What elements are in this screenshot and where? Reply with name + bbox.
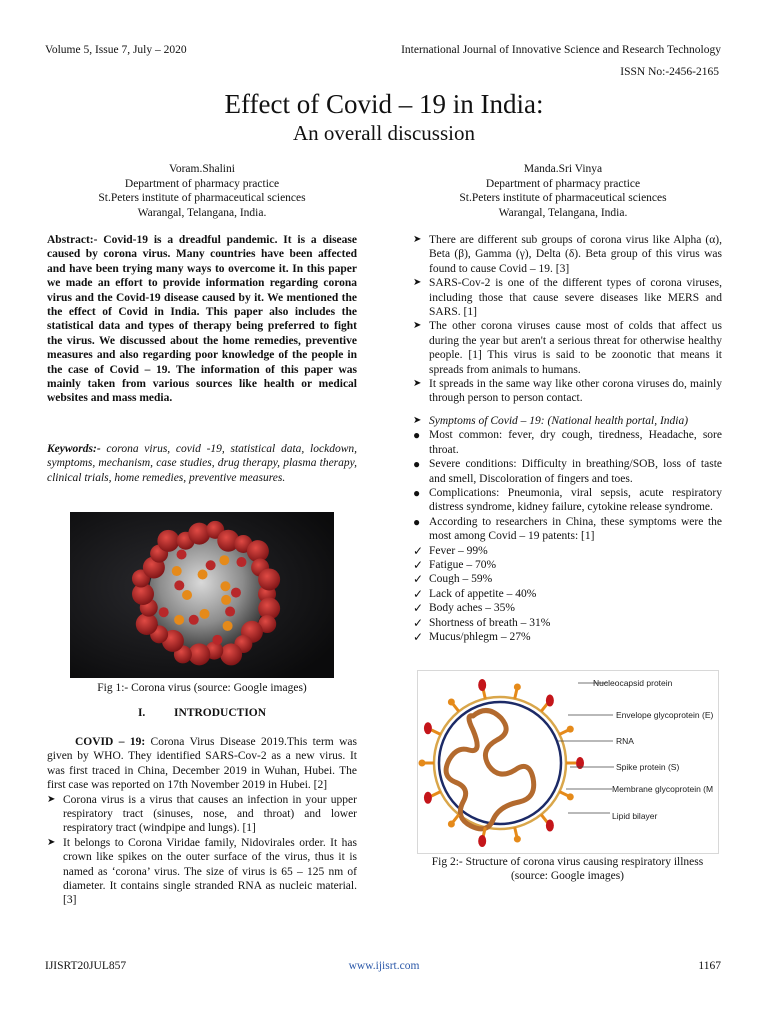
spike-stalk xyxy=(541,815,547,823)
spike-protein xyxy=(220,643,242,665)
spike-protein xyxy=(258,568,280,590)
checkmark-icon: ✓ xyxy=(413,586,424,601)
spike-head xyxy=(424,722,432,734)
right-column-bullets xyxy=(413,233,722,406)
checkmark-icon: ✓ xyxy=(413,601,424,616)
envelope-protein xyxy=(567,793,574,800)
paper-subtitle: An overall discussion xyxy=(293,121,475,145)
list-item: ✓ Lack of appetite – 40% xyxy=(413,586,537,601)
list-item: ✓ Fever – 99% xyxy=(413,543,488,558)
label-membrane: Membrane glycoprotein (M xyxy=(612,784,714,794)
arrow-bullet-icon: ➤ xyxy=(413,234,422,245)
checkmark-icon: ✓ xyxy=(413,572,424,587)
spike-head xyxy=(478,679,486,691)
list-item: ➤ Corona virus is a virus that causes an infection in your upper respiratory tract (sinuses, nose, and throat) and lower respiratory tract (windpipe and lungs). [1] xyxy=(47,793,357,835)
dot-bullet-icon: ● xyxy=(413,428,421,443)
author-block-2 xyxy=(413,162,713,220)
intro-paragraph xyxy=(47,735,357,793)
surface-protein xyxy=(212,635,222,645)
envelope-protein xyxy=(448,820,455,827)
spike-stalk xyxy=(432,730,441,734)
figure-1-corona-virus-image xyxy=(70,512,334,678)
list-item: ✓ Fatigue – 70% xyxy=(413,558,497,573)
surface-protein xyxy=(198,569,208,579)
list-item: ● Most common: fever, dry cough, tiredness, Headache, sore throat. xyxy=(413,428,722,456)
list-item: ➤ SARS-Cov-2 is one of the different types of corona viruses, including those that cause severe diseases like MERS and SARS. [1] xyxy=(413,277,722,319)
surface-protein xyxy=(236,557,246,567)
dot-bullet-icon: ● xyxy=(413,514,421,529)
list-item: ➤ The other corona viruses cause most of colds that affect us during the year but aren't a serious threat for otherwise healthy people. [1] This virus is said to be zoonotic that means it spreads from animals to humans. xyxy=(413,320,722,376)
arrow-bullet-icon: ➤ xyxy=(47,836,56,848)
spike-protein xyxy=(188,523,210,545)
surface-protein xyxy=(189,615,199,625)
surface-protein xyxy=(221,595,231,605)
arrow-bullet-icon: ➤ xyxy=(413,378,422,390)
footer-page-number: 1167 xyxy=(698,960,721,972)
spike-protein xyxy=(157,530,179,552)
surface-protein xyxy=(220,581,230,591)
author-inst: St.Peters institute of pharmaceutical sciences xyxy=(459,192,667,204)
envelope-protein xyxy=(514,836,521,843)
checkmark-icon: ✓ xyxy=(413,558,424,573)
arrow-bullet-icon: ➤ xyxy=(413,320,422,332)
footer-website-link[interactable]: www.ijisrt.com xyxy=(348,960,420,972)
dot-bullet-icon: ● xyxy=(413,486,421,501)
surface-protein xyxy=(182,590,192,600)
label-envelope: Envelope glycoprotein (E) xyxy=(616,710,714,720)
checkmark-icon: ✓ xyxy=(413,543,424,558)
list-item: ✓ Body aches – 35% xyxy=(413,601,515,616)
label-lipid: Lipid bilayer xyxy=(612,811,658,821)
author-dept: Department of pharmacy practice xyxy=(124,177,280,190)
keywords-text: corona virus, covid -19, statistical data, lockdown, symptoms, mechanism, case studies, drug therapy, plasma therapy, clinical trials, home remedies, preventive measures. xyxy=(47,443,357,484)
label-rna: RNA xyxy=(616,736,634,746)
journal-name: International Journal of Innovative Science and Research Technology xyxy=(401,44,721,56)
label-nucleocapsid: Nucleocapsid protein xyxy=(593,678,673,688)
arrow-bullet-icon: ➤ xyxy=(413,277,422,289)
introduction-body xyxy=(47,735,357,908)
author-block-1 xyxy=(52,162,352,220)
envelope-protein xyxy=(514,683,521,690)
issn: ISSN No:-2456-2165 xyxy=(620,66,719,78)
spike-stalk xyxy=(432,792,441,796)
author-inst: St.Peters institute of pharmaceutical sciences xyxy=(98,192,306,204)
list-item: ✓ Shortness of breath – 31% xyxy=(413,615,551,630)
surface-protein xyxy=(172,566,182,576)
surface-protein xyxy=(225,607,235,617)
spike-head xyxy=(546,694,554,706)
author-location: Warangal, Telangana, India. xyxy=(137,206,267,219)
intro-lead-bold: COVID – 19: xyxy=(75,736,146,748)
surface-protein xyxy=(199,609,209,619)
label-spike: Spike protein (S) xyxy=(616,762,680,772)
arrow-bullet-icon: ➤ xyxy=(413,415,422,426)
list-item: ➤ It spreads in the same way like other corona viruses do, mainly through person to person contact. xyxy=(413,378,722,405)
surface-protein xyxy=(206,560,216,570)
author-location: Warangal, Telangana, India. xyxy=(498,206,628,219)
figure-2-virus-structure-diagram xyxy=(417,670,719,854)
surface-protein xyxy=(174,580,184,590)
dot-bullet-icon: ● xyxy=(413,457,421,472)
figure-2-caption: Fig 2:- Structure of corona virus causing respiratory illness (source: Google images) xyxy=(431,856,704,883)
envelope-protein xyxy=(448,699,455,706)
list-item: ➤ It belongs to Corona Viridae family, Nidovirales order. It has crown like spikes on the outer surface of the virus, thus it is named as ‘corona’ virus. The size of virus is 65 – 125 nm of diameter. It contains single stranded RNA as nucleic material. [3] xyxy=(47,836,357,907)
surface-protein xyxy=(177,549,187,559)
list-item: ● Complications: Pneumonia, viral sepsis, acute respiratory distress syndrome, kidney failure, cytokine release syndrome. xyxy=(413,486,722,514)
journal-volume: Volume 5, Issue 7, July – 2020 xyxy=(45,44,187,56)
spike-head xyxy=(478,835,486,847)
symptoms-heading: ➤ Symptoms of Covid – 19: (National health portal, India) xyxy=(413,415,689,427)
footer-paper-id: IJISRT20JUL857 xyxy=(45,960,127,972)
figure-1-caption: Fig 1:- Corona virus (source: Google images) xyxy=(97,682,307,694)
spike-head xyxy=(424,792,432,804)
intro-lead-text: Corona Virus Disease 2019.This term was given by WHO. They identified SARS-Cov-2 as a new virus. It was first traced in China, December 2019 in Wuhan, Hubei. The first case was reported on 17th November 2019 in Hubei. [2] xyxy=(47,736,357,792)
symptoms-section xyxy=(413,414,722,645)
list-item: ➤ There are different sub groups of corona virus like Alpha (α), Beta (β), Gamma (γ), Delta (δ). Beta group of this virus was found to cause Covid – 19. [3] xyxy=(413,234,722,275)
spike-stalk xyxy=(541,704,547,712)
arrow-bullet-icon: ➤ xyxy=(47,793,56,805)
keywords-label: Keywords:- xyxy=(47,443,101,455)
list-item: ✓ Cough – 59% xyxy=(413,572,493,587)
surface-protein xyxy=(174,615,184,625)
envelope-protein xyxy=(567,726,574,733)
checkmark-icon: ✓ xyxy=(413,615,424,630)
envelope-protein xyxy=(419,760,426,767)
checkmark-icon: ✓ xyxy=(413,630,424,645)
list-item: ● Severe conditions: Difficulty in breathing/SOB, loss of taste and smell, Discoloration of fingers and toes. xyxy=(413,457,722,485)
surface-protein xyxy=(219,555,229,565)
keywords xyxy=(47,442,357,485)
introduction-heading: I. INTRODUCTION xyxy=(137,707,267,719)
abstract: Abstract:- Covid-19 is a dreadful pandemic. It is a disease caused by corona virus. Many countries have been affected and have been trying many ways to overcome it. In this paper we made an effort to provide information regarding corona virus and the Covid-19 disease caused by it. We mentioned the the effect of Covid in India. This paper also includes the statistical data and types of therapy being preferred to fight the virus. We discussed about the home remedies, preventive measures and also regarding poor knowledge of the people in the case of Covid – 19. The information of this paper was mainly taken from various sources like health or medical websites and mass media. xyxy=(47,234,357,405)
author-name: Voram.Shalini xyxy=(169,163,235,175)
list-item: ✓ Mucus/phlegm – 27% xyxy=(413,630,531,645)
surface-protein xyxy=(159,607,169,617)
surface-protein xyxy=(231,588,241,598)
rna-strand xyxy=(446,710,534,828)
author-dept: Department of pharmacy practice xyxy=(485,177,641,190)
paper-title: Effect of Covid – 19 in India: xyxy=(224,89,544,119)
surface-protein xyxy=(223,621,233,631)
list-item: ● According to researchers in China, these symptoms were the most among Covid – 19 patents: [1] xyxy=(413,514,722,543)
spike-head xyxy=(546,820,554,832)
author-name: Manda.Sri Vinya xyxy=(523,163,603,175)
